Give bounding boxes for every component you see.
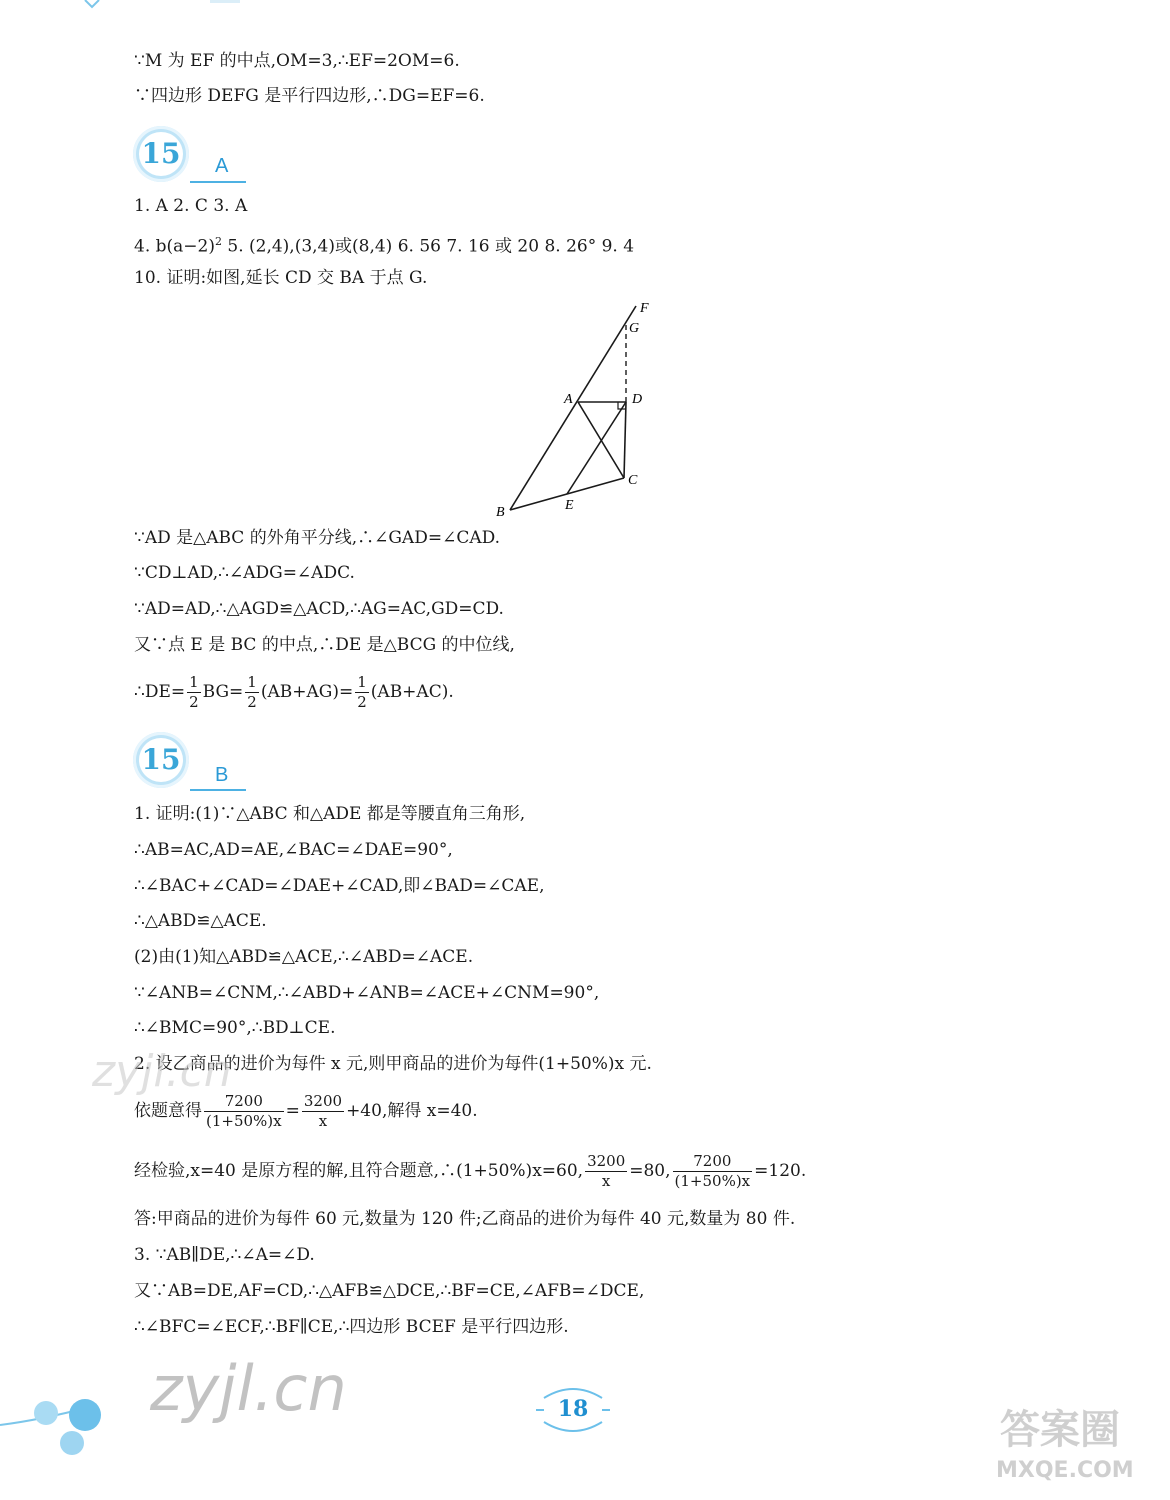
fraction [585, 1152, 627, 1191]
text: (AB+AC). [370, 682, 454, 702]
badge-letter: A [215, 155, 229, 177]
fraction-numerator: 1 [357, 673, 367, 691]
text: BG= [202, 682, 244, 702]
fraction [673, 1152, 753, 1191]
geometry-figure [490, 298, 670, 523]
equation-line [134, 1148, 806, 1194]
fraction-denominator: 2 [189, 693, 199, 711]
text-line: ∵四边形 DEFG 是平行四边形,∴DG=EF=6. [134, 86, 485, 106]
answers-line [134, 230, 634, 259]
fraction-denominator: (1+50%)x [206, 1112, 282, 1130]
badge-number: 15 [139, 132, 183, 176]
label-b: B [496, 505, 505, 520]
badge-underline [190, 181, 246, 183]
section-badge-b [133, 732, 189, 788]
text-line: ∵∠ANB=∠CNM,∴∠ABD+∠ANB=∠ACE+∠CNM=90°, [134, 983, 600, 1003]
text-line: 又∵AB=DE,AF=CD,∴△AFB≌△DCE,∴BF=CE,∠AFB=∠DCE, [134, 1281, 645, 1301]
fraction-denominator: 2 [357, 693, 367, 711]
text: ∴DE= [134, 682, 186, 702]
proof-line: ∵AD 是△ABC 的外角平分线,∴∠GAD=∠CAD. [134, 528, 501, 548]
text: (AB+AG)= [260, 682, 354, 702]
watermark: 答案圈 [1000, 1407, 1120, 1453]
bubble-decoration [0, 1385, 120, 1465]
watermark: MXQE.COM [996, 1458, 1134, 1483]
fraction-numerator: 3200 [587, 1152, 626, 1170]
fraction [302, 1092, 344, 1131]
proof-line: 又∵点 E 是 BC 的中点,∴DE 是△BCG 的中位线, [134, 635, 515, 655]
text-line: ∴∠BMC=90°,∴BD⊥CE. [134, 1018, 336, 1038]
label-a: A [564, 392, 573, 407]
corner-decoration [80, 0, 240, 10]
text-line: ∴△ABD≌△ACE. [134, 911, 267, 931]
fraction [187, 673, 201, 712]
answers-line: 1. A 2. C 3. A [134, 196, 248, 216]
proof-line: ∵AD=AD,∴△AGD≌△ACD,∴AG=AC,GD=CD. [134, 599, 504, 619]
text: =80, [629, 1161, 671, 1181]
fraction-numerator: 7200 [204, 1092, 284, 1112]
section-badge-a [133, 126, 189, 182]
text: 经检验,x=40 是原方程的解,且符合题意,∴(1+50%)x=60, [134, 1161, 584, 1181]
fraction-numerator: 3200 [303, 1092, 343, 1110]
fraction [355, 673, 369, 712]
fraction-denominator: x [318, 1112, 328, 1130]
text-line: ∵M 为 EF 的中点,OM=3,∴EF=2OM=6. [134, 51, 460, 71]
badge-number: 15 [139, 738, 183, 782]
fraction-numerator: 1 [247, 673, 257, 691]
label-f: F [640, 301, 649, 316]
text-line: (2)由(1)知△ABD≌△ACE,∴∠ABD=∠ACE. [134, 947, 474, 967]
label-g: G [629, 321, 640, 336]
text-line: 1. 证明:(1)∵△ABC 和△ADE 都是等腰直角三角形, [134, 804, 526, 824]
question-10-intro: 10. 证明:如图,延长 CD 交 BA 于点 G. [134, 268, 428, 288]
fraction-numerator: 1 [189, 673, 199, 691]
proof-final-line [134, 670, 454, 714]
text: = [285, 1101, 300, 1121]
answer-4-exponent: 2 [214, 235, 222, 248]
text: =120. [754, 1161, 807, 1181]
label-d: D [632, 392, 643, 407]
watermark: zyjl.cn [92, 1046, 232, 1097]
badge-underline [190, 789, 246, 791]
label-c: C [628, 473, 638, 488]
fraction-denominator: (1+50%)x [674, 1172, 751, 1190]
answers-rest: 5. (2,4),(3,4)或(8,4) 6. 56 7. 16 或 20 8. 26° 9. 4 [221, 236, 635, 257]
label-e: E [565, 498, 574, 513]
answer-4: 4. b(a−2) [134, 236, 215, 257]
text-line: ∴∠BFC=∠ECF,∴BF∥CE,∴四边形 BCEF 是平行四边形. [134, 1317, 569, 1337]
watermark: zyjl.cn [150, 1352, 347, 1425]
proof-line: ∵CD⊥AD,∴∠ADG=∠ADC. [134, 563, 355, 583]
fraction-numerator: 7200 [673, 1152, 753, 1172]
text-line: 2. 设乙商品的进价为每件 x 元,则甲商品的进价为每件(1+50%)x 元. [134, 1054, 652, 1074]
text-line: ∴∠BAC+∠CAD=∠DAE+∠CAD,即∠BAD=∠CAE, [134, 876, 545, 896]
text-line: ∴AB=AC,AD=AE,∠BAC=∠DAE=90°, [134, 840, 453, 860]
fraction [204, 1092, 284, 1131]
text-line: 答:甲商品的进价为每件 60 元,数量为 120 件;乙商品的进价为每件 40 元,数量为 80 件. [134, 1209, 796, 1229]
text: +40,解得 x=40. [346, 1101, 478, 1121]
page-number: 18 [557, 1396, 589, 1422]
badge-letter: B [215, 764, 229, 786]
fraction-denominator: x [601, 1172, 611, 1190]
text: 依题意得 [134, 1101, 202, 1121]
text-line: 3. ∵AB∥DE,∴∠A=∠D. [134, 1245, 315, 1265]
fraction [245, 673, 259, 712]
fraction-denominator: 2 [247, 693, 257, 711]
